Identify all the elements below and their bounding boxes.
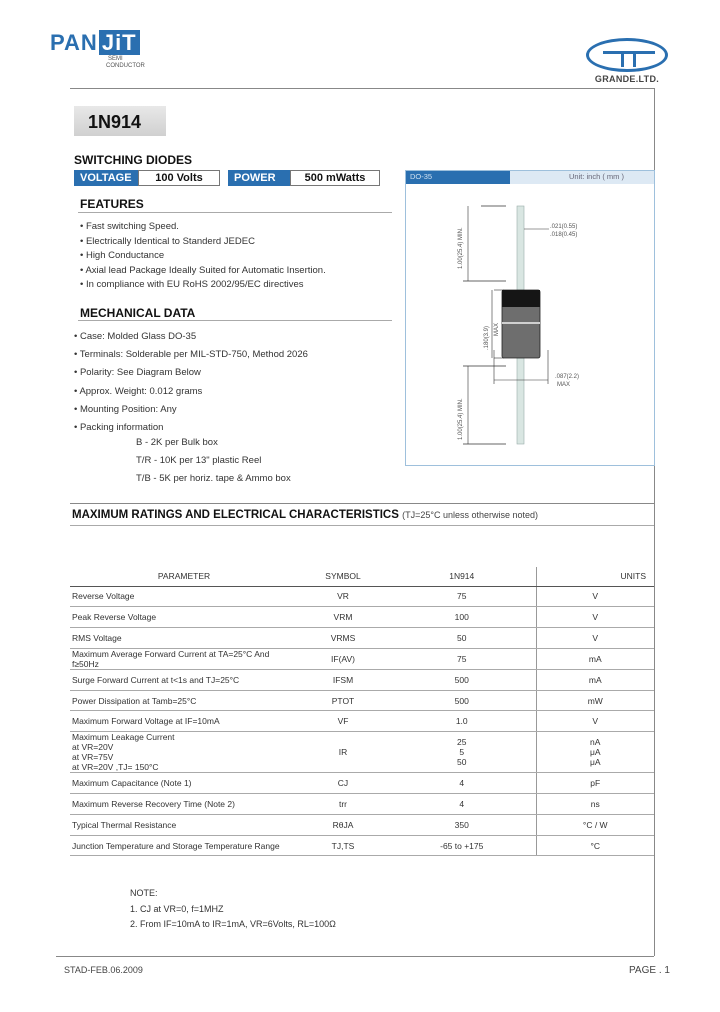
table-row [70, 835, 654, 856]
param-cell: Maximum Forward Voltage at IF=10mA [70, 711, 298, 732]
package-drawing [405, 170, 655, 466]
symbol-cell: VRM [298, 607, 388, 628]
col-header-symbol: SYMBOL [298, 567, 388, 586]
part-number: 1N914 [74, 106, 166, 136]
panjit-logo [50, 30, 145, 70]
voltage-value: 100 Volts [138, 170, 220, 186]
unit-line: μA [589, 757, 601, 768]
table-row [70, 690, 654, 711]
feature-item: • High Conductance [80, 250, 165, 261]
notes [130, 886, 336, 933]
packing-list [136, 434, 291, 489]
dim-lead-len-top: 1.00(25.4) MIN. [458, 227, 464, 269]
brand-left-accent: JiT [99, 30, 140, 55]
max-ratings-condition: (TJ=25°C unless otherwise noted) [402, 510, 539, 520]
symbol-cell: trr [298, 794, 388, 815]
note-item: 2. From IF=10mA to IR=1mA, VR=6Volts, RL=100Ω [130, 919, 336, 929]
dim-body-dia2: MAX [557, 382, 571, 388]
param-cell: Maximum Average Forward Current at TA=25°C And f≥50Hz [70, 648, 298, 669]
mech-item: • Mounting Position: Any [74, 403, 177, 415]
value-cell: 100 [388, 607, 536, 628]
param-cell: Typical Thermal Resistance [70, 814, 298, 835]
dim-lead-dia2: .018(0.45) [550, 232, 578, 238]
param-cell: Reverse Voltage [70, 586, 298, 607]
cathode-band [502, 290, 540, 307]
value-cell: -65 to +175 [388, 835, 536, 856]
table-row [70, 773, 654, 794]
value-line: 25 [457, 737, 467, 748]
feature-item: • Fast switching Speed. [80, 221, 179, 232]
value-line: 5 [459, 747, 465, 758]
table-row [70, 794, 654, 815]
value-cell: 50 [388, 628, 536, 649]
ratings-table [70, 567, 654, 856]
col-header-parameter: PARAMETER [70, 567, 298, 586]
dim-body-dia: .087(2.2) [555, 374, 580, 380]
dim-body-len: .180(3.9) [484, 325, 490, 350]
param-cell: Junction Temperature and Storage Temperature Range [70, 835, 298, 856]
grande-logo-mark [586, 38, 668, 72]
features-title: FEATURES [80, 197, 144, 211]
ratings-title-rule [70, 525, 654, 526]
mechanical-rule [78, 320, 392, 321]
param-line: at VR=20V [72, 742, 114, 753]
col-header-value: 1N914 [388, 567, 536, 586]
device-type: SWITCHING DIODES [74, 153, 193, 167]
table-row [70, 648, 654, 669]
brand-right-text: GRANDE.LTD. [594, 74, 660, 84]
mech-item: • Case: Molded Glass DO-35 [74, 331, 197, 342]
mech-item: • Approx. Weight: 0.012 grams [74, 385, 203, 397]
symbol-cell: VRMS [298, 628, 388, 649]
unit-cell [536, 732, 654, 773]
value-line: 50 [457, 757, 467, 768]
footer-page: PAGE . 1 [629, 965, 670, 976]
value-cell: 500 [388, 669, 536, 690]
symbol-cell: RθJA [298, 814, 388, 835]
symbol-cell: IFSM [298, 669, 388, 690]
grande-logo [582, 38, 672, 84]
param-cell: Peak Reverse Voltage [70, 607, 298, 628]
brand-left-sub1: SEMI [108, 56, 123, 62]
unit-cell: ns [536, 794, 654, 815]
diode-outline [406, 184, 654, 465]
value-cell: 75 [388, 648, 536, 669]
symbol-cell: PTOT [298, 690, 388, 711]
table-header-row [70, 567, 654, 586]
unit-cell: °C / W [536, 814, 654, 835]
features-list [80, 220, 326, 293]
unit-cell: V [536, 628, 654, 649]
rating-bar [74, 170, 380, 186]
unit-line: nA [590, 737, 601, 748]
lead-bottom [517, 358, 524, 444]
features-rule [78, 212, 392, 213]
param-cell: RMS Voltage [70, 628, 298, 649]
value-cell: 4 [388, 773, 536, 794]
table-row [70, 711, 654, 732]
symbol-cell: CJ [298, 773, 388, 794]
param-cell: Power Dissipation at Tamb=25°C [70, 690, 298, 711]
dim-body-len2: MAX [494, 322, 500, 336]
packing-item: T/R - 10K per 13" plastic Reel [136, 455, 262, 467]
unit-cell: mW [536, 690, 654, 711]
table-row [70, 586, 654, 607]
unit-cell: pF [536, 773, 654, 794]
mech-item: • Polarity: See Diagram Below [74, 367, 201, 379]
table-row [70, 669, 654, 690]
brand-left-text: PAN [50, 30, 98, 55]
symbol-cell: VF [298, 711, 388, 732]
mechanical-list [74, 328, 308, 437]
value-cell: 1.0 [388, 711, 536, 732]
symbol-cell: VR [298, 586, 388, 607]
unit-line: μA [589, 747, 601, 758]
param-cell [70, 732, 298, 773]
param-cell: Surge Forward Current at t<1s and TJ=25°C [70, 669, 298, 690]
param-line: Maximum Leakage Current [72, 732, 175, 743]
header-rule [70, 88, 654, 89]
table-row [70, 814, 654, 835]
ratings-top-rule [70, 503, 654, 504]
notes-title: NOTE: [130, 888, 158, 898]
packing-item: T/B - 5K per horiz. tape & Ammo box [136, 473, 291, 485]
power-value: 500 mWatts [290, 170, 380, 186]
unit-cell: mA [536, 648, 654, 669]
table-row [70, 732, 654, 773]
value-cell: 500 [388, 690, 536, 711]
dim-lead-dia: .021(0.55) [550, 224, 578, 230]
max-ratings-title [72, 509, 538, 521]
package-name: DO-35 [406, 171, 510, 184]
table-row [70, 607, 654, 628]
mech-item: • Terminals: Solderable per MIL-STD-750, Method 2026 [74, 349, 308, 361]
param-line: at VR=75V [72, 752, 114, 763]
value-cell: 4 [388, 794, 536, 815]
value-cell: 350 [388, 814, 536, 835]
table-row [70, 628, 654, 649]
symbol-cell: TJ,TS [298, 835, 388, 856]
feature-item: • In compliance with EU RoHS 2002/95/EC directives [80, 279, 304, 290]
feature-item: • Electrically Identical to Standerd JEDEC [80, 235, 255, 247]
power-label: POWER [228, 170, 290, 186]
mechanical-title: MECHANICAL DATA [80, 306, 196, 320]
mech-item: • Packing information [74, 422, 164, 434]
feature-item: • Axial lead Package Ideally Suited for Automatic Insertion. [80, 264, 326, 276]
unit-cell: V [536, 711, 654, 732]
footer-rule [56, 956, 654, 957]
dim-lead-len-bottom: 1.00(25.4) MIN. [458, 398, 464, 440]
col-header-units: UNITS [536, 567, 654, 586]
footer-doc-id: STAD-FEB.06.2009 [64, 965, 143, 975]
brand-left-sub2: CONDUCTOR [106, 63, 145, 69]
voltage-label: VOLTAGE [74, 170, 138, 186]
max-ratings-heading: MAXIMUM RATINGS AND ELECTRICAL CHARACTERISTICS [72, 509, 399, 521]
package-unit-note: Unit: inch ( mm ) [510, 171, 654, 184]
value-cell [388, 732, 536, 773]
value-cell: 75 [388, 586, 536, 607]
symbol-cell: IF(AV) [298, 648, 388, 669]
packing-item: B - 2K per Bulk box [136, 437, 218, 448]
symbol-cell: IR [298, 732, 388, 773]
unit-cell: V [536, 586, 654, 607]
unit-cell: mA [536, 669, 654, 690]
param-cell: Maximum Reverse Recovery Time (Note 2) [70, 794, 298, 815]
param-cell: Maximum Capacitance (Note 1) [70, 773, 298, 794]
unit-cell: V [536, 607, 654, 628]
unit-cell: °C [536, 835, 654, 856]
param-line: at VR=20V ,TJ= 150°C [72, 762, 159, 773]
note-item: 1. CJ at VR=0, f=1MHZ [130, 903, 224, 914]
lead-top [517, 206, 524, 290]
